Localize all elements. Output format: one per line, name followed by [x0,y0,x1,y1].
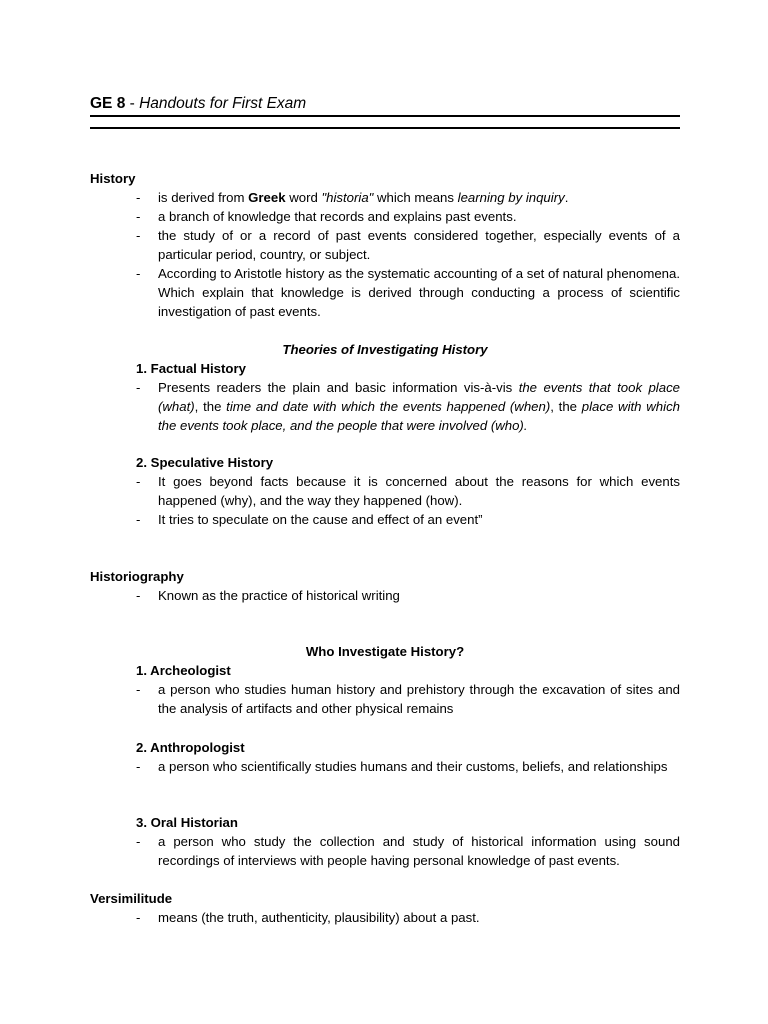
oral-historian-bullet [90,832,680,870]
factual-history-bullet [90,378,680,435]
history-bullet-1-text [158,188,680,207]
history-bullet-3 [90,226,680,264]
title-separator: - [125,95,140,112]
bullet-dash: - [136,682,141,697]
history-section [90,169,680,321]
anthropologist-section [90,738,680,776]
text-run: . [564,190,569,205]
history-heading: History [90,171,136,186]
oral-historian-section [90,813,680,870]
versimilitude-bullet-text: means (the truth, authenticity, plausibility) about a past. [158,910,480,925]
history-bullet-2-text: a branch of knowledge that records and explains past events. [158,209,517,224]
bullet-dash: - [136,759,141,774]
versimilitude-bullet [90,908,680,927]
bullet-dash: - [136,512,141,527]
text-run: , the [550,399,582,414]
course-code: GE 8 [90,95,126,112]
history-bullet-4 [90,264,680,321]
versimilitude-heading: Versimilitude [90,891,173,906]
historiography-bullet [90,586,680,605]
text-run: , the [194,399,227,414]
text-run: word [285,190,322,205]
who-heading: Who Investigate History? [305,644,465,659]
speculative-section [90,453,680,529]
factual-history-heading: 1. Factual History [136,361,246,376]
text-run: Presents readers the plain and basic information vis-à-vis [158,380,519,395]
factual-history-text [158,378,680,435]
speculative-bullet-1-text: It goes beyond facts because it is concerned about the reasons for which events happened (why), and the way they happened (how). [158,474,680,508]
title-rule-bottom [90,127,680,129]
history-bullet-3-text: the study of or a record of past events considered together, especially events of a particular period, country, or subject. [158,228,680,262]
bullet-dash: - [136,266,141,281]
theories-section [90,340,680,435]
speculative-bullet-2 [90,510,680,529]
oral-historian-heading: 3. Oral Historian [136,815,238,830]
anthropologist-bullet-text: a person who scientifically studies humans and their customs, beliefs, and relationships [158,759,668,774]
anthropologist-bullet [90,757,680,776]
bullet-dash: - [136,380,141,395]
versimilitude-section [90,889,680,927]
theories-heading: Theories of Investigating History [282,342,488,357]
history-bullet-1 [90,188,680,207]
historiography-heading: Historiography [90,569,184,584]
text-run-italic: the events that took place (what) [158,380,680,414]
bullet-dash: - [136,588,141,603]
text-run: which means [373,190,458,205]
title-rule-top [90,115,680,117]
oral-historian-bullet-text: a person who study the collection and study of historical information using sound recordings of interviews with people having personal knowledge of past events. [158,834,680,868]
archeologist-bullet [90,680,680,718]
history-bullet-2 [90,207,680,226]
speculative-bullet-2-text: It tries to speculate on the cause and effect of an event” [158,512,483,527]
speculative-history-heading: 2. Speculative History [136,455,274,470]
bullet-dash: - [136,190,141,205]
historiography-bullet-text: Known as the practice of historical writing [158,588,400,603]
text-run-italic: "historia" [321,190,374,205]
who-section [90,642,680,718]
bullet-dash: - [136,474,141,489]
text-run-italic: time and date with which the events happened (when) [226,399,551,414]
history-bullet-4-text: According to Aristotle history as the systematic accounting of a set of natural phenomena. Which explain that knowledge is derived through conducting a process of scientific investigation of past events. [158,266,680,319]
title-subtitle: Handouts for First Exam [139,95,307,112]
text-run-italic: place with which the events took place, and the people that were involved (who). [158,399,680,433]
bullet-dash: - [136,228,141,243]
speculative-bullet-1 [90,472,680,510]
document-title [90,94,306,114]
text-run-italic: learning by inquiry [457,190,565,205]
bullet-dash: - [136,834,141,849]
anthropologist-heading: 2. Anthropologist [136,740,245,755]
text-run: is derived from [158,190,249,205]
text-run-bold: Greek [248,190,286,205]
archeologist-heading: 1. Archeologist [136,663,231,678]
archeologist-bullet-text: a person who studies human history and prehistory through the excavation of sites and the analysis of artifacts and other physical remains [158,682,680,716]
bullet-dash: - [136,209,141,224]
historiography-section [90,567,680,605]
bullet-dash: - [136,910,141,925]
